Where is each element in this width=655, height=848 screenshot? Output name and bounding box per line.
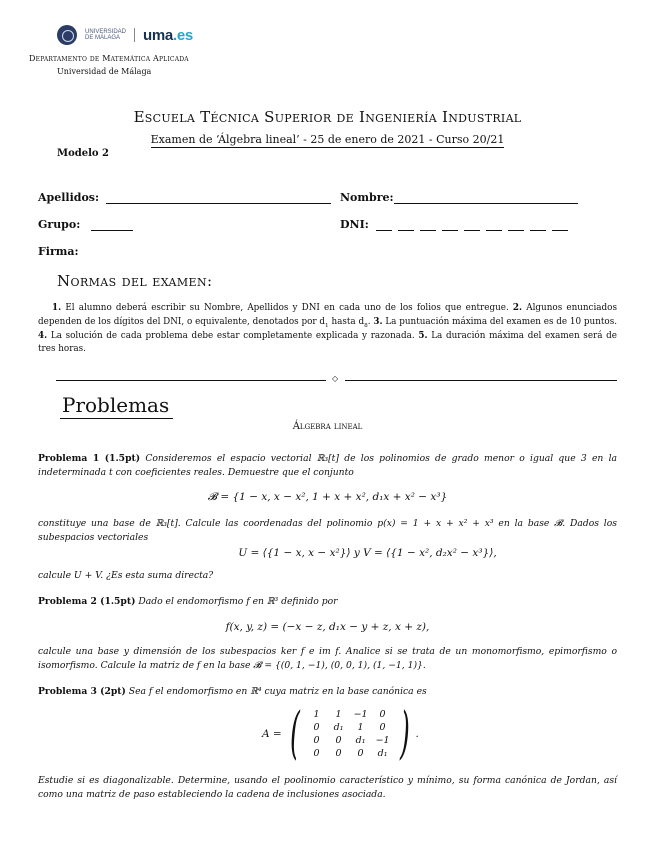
rule-2-text-end: . [367, 316, 374, 327]
dni-label: DNI: [340, 218, 369, 231]
dni-digit-2[interactable] [398, 230, 414, 231]
rule-2-sub-2: 8 [364, 322, 368, 329]
grupo-label: Grupo: [38, 218, 81, 231]
matrix-cell: 1 [335, 709, 342, 720]
school-title: Escuela Técnica Superior de Ingeniería Industrial [133, 108, 522, 126]
dni-digit-3[interactable] [420, 230, 436, 231]
problem-3-matrix [262, 701, 419, 766]
rule-3-text: La puntuación máxima del examen es de 10 puntos. [382, 316, 618, 327]
problem-2-statement [38, 595, 617, 609]
matrix-cell: 0 [313, 722, 320, 733]
problem-3-title: Problema 3 (2pt) [38, 686, 126, 697]
divider-diamond-icon: ◇ [332, 374, 339, 383]
problem-1-statement [38, 452, 617, 479]
matrix-table [306, 708, 394, 760]
problem-1-equation-1: 𝓑 = {1 − x, x − x², 1 + x + x², d₁x + x² − x³} [207, 491, 448, 503]
problem-3-statement [38, 685, 617, 699]
nombre-label: Nombre: [340, 191, 394, 204]
exam-title-text: Examen de ‘Álgebra lineal’ - 25 de enero de 2021 - Curso 20/21 [150, 133, 505, 146]
rule-1-number: 1. [52, 303, 62, 313]
matrix-label: A = [262, 728, 282, 740]
matrix-cell: 0 [313, 735, 320, 746]
matrix-cell: d₁ [377, 748, 388, 759]
rule-2-text-mid: hasta d [328, 316, 365, 327]
problem-3-text-2: Estudie si es diagonalizable. Determine, usando el poolinomio característico y mínimo, su forma canónica de Jordan, así como una matriz de paso estableciendo la cadena de inclusiones asociada. [38, 775, 617, 800]
department-name: Departamento de Matemática Aplicada [29, 54, 189, 63]
dni-digit-8[interactable] [530, 230, 546, 231]
problem-3-text-1: Sea f el endomorfismo en ℝ⁴ cuya matriz en la base canónica es [125, 686, 427, 697]
section-divider [56, 375, 617, 385]
problem-2-title: Problema 2 (1.5pt) [38, 596, 136, 607]
matrix-left-paren: ( [289, 701, 300, 766]
matrix-row [306, 708, 394, 721]
matrix-cell: 0 [357, 748, 364, 759]
firma-label: Firma: [38, 245, 79, 258]
university-logo [57, 24, 193, 46]
dni-digit-4[interactable] [442, 230, 458, 231]
rule-3-number: 3. [373, 316, 383, 327]
rule-4-number: 4. [38, 330, 48, 341]
dni-digit-6[interactable] [486, 230, 502, 231]
dni-field[interactable] [376, 230, 568, 231]
rule-2-text: Algunos enunciados dependen de los dígitos del DNI, o equivalente, denotados por d [38, 303, 617, 327]
dni-digit-7[interactable] [508, 230, 524, 231]
apellidos-field[interactable] [106, 203, 331, 204]
matrix-row [306, 734, 394, 747]
problem-2-text-2: calcule una base y dimensión de los subespacios ker f e im f. Analice si se trata de un monomorfismo, epimorfismo o isomorfismo. Calcule la matriz de f en la base 𝓑 = {(0, 1, −1), (0, 0, 1), (1, −1, 1)}. [38, 646, 617, 671]
rule-2-number: 2. [512, 303, 523, 313]
matrix-cell: 0 [335, 748, 342, 759]
matrix-cell: −1 [353, 709, 368, 720]
matrix-cell: 1 [313, 709, 320, 720]
problem-1-text-1: Consideremos el espacio vectorial ℝ₃[t] de los polinomios de grado menor o igual que 3 en la indeterminada t con coeficientes reales. Demuestre que el conjunto [38, 453, 617, 478]
logo-university-text [85, 29, 126, 41]
problem-1-text-2: constituye una base de ℝ₃[t]. Calcule las coordenadas del polinomio p(x) = 1 + x + x² + x³ en la base 𝓑. Dados los subespacios vectoriales [38, 518, 617, 543]
matrix-cell: d₁ [333, 722, 344, 733]
rule-4-text: La solución de cada problema debe estar completamente explicada y razonada. [47, 330, 419, 341]
uma-logo-domain: .es [172, 26, 193, 44]
matrix-right-paren: ) [399, 701, 410, 766]
matrix-cell: 0 [379, 709, 386, 720]
matrix-cell: 0 [335, 735, 342, 746]
problem-1-equation-2: U = ⟨{1 − x, x − x²}⟩ y V = ⟨{1 − x², d₂x² − x³}⟩, [238, 547, 497, 559]
uma-logo [143, 27, 193, 44]
dni-digit-5[interactable] [464, 230, 480, 231]
rule-1-text: El alumno deberá escribir su Nombre, Apellidos y DNI en cada uno de los folios que entregue. [61, 303, 513, 313]
dni-digit-1[interactable] [376, 230, 392, 231]
rule-5-number: 5. [418, 330, 428, 341]
matrix-row [306, 721, 394, 734]
problems-heading: Problemas [60, 393, 173, 419]
problem-2-text-1: Dado el endomorfismo f en ℝ³ definido por [135, 596, 338, 607]
matrix-cell: 1 [357, 722, 364, 733]
nombre-field[interactable] [394, 203, 578, 204]
matrix-cell: −1 [375, 735, 390, 746]
matrix-cell: d₁ [355, 735, 366, 746]
rule-2-sub-1: 1 [325, 322, 329, 329]
logo-text-line2: DE MÁLAGA [85, 35, 121, 41]
divider-line-left [56, 380, 326, 381]
uma-logo-text: uma [143, 26, 173, 44]
subject-heading: Álgebra lineal [292, 421, 363, 432]
rules-heading: Normas del examen: [57, 272, 213, 290]
divider-line-right [345, 380, 617, 381]
exam-model: Modelo 2 [57, 148, 110, 159]
matrix-row [306, 747, 394, 760]
matrix-cell: 0 [313, 748, 320, 759]
matrix-cell: 0 [379, 722, 386, 733]
university-name: Universidad de Málaga [57, 67, 152, 76]
problem-2-equation: f(x, y, z) = (−x − z, d₁x − y + z, x + z), [225, 621, 430, 633]
dni-digit-9[interactable] [552, 230, 568, 231]
problem-1-text-3: calcule U + V. ¿Es esta suma directa? [38, 570, 214, 581]
matrix-end-punct: . [415, 728, 419, 740]
rule-5-text: La duración máxima del examen será de tres horas. [38, 330, 617, 355]
apellidos-label: Apellidos: [38, 191, 100, 204]
rules-text [38, 302, 617, 357]
university-seal-icon [57, 25, 77, 45]
logo-separator [134, 28, 135, 42]
grupo-field[interactable] [91, 230, 133, 231]
logo-text-line1: UNIVERSIDAD [85, 29, 127, 35]
exam-title [0, 133, 655, 146]
problem-1-title: Problema 1 (1.5pt) [38, 453, 141, 464]
